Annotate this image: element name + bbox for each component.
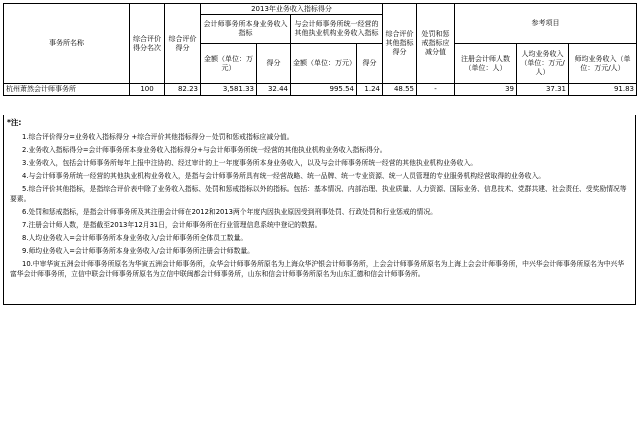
note-item: 8.人均业务收入=会计师事务所本身业务收入/会计师事务所全体员工数量。 [22,234,248,242]
cell-firm-amount: 3,581.33 [201,84,257,96]
cell-cpa-count: 39 [455,84,517,96]
header-per-capita: 人均业务收入（单位：万元/人） [517,44,569,84]
cell-firm-points: 32.44 [257,84,291,96]
header-cpa-count: 注册会计师人数（单位：人） [455,44,517,84]
cell-per-capita: 37.31 [517,84,569,96]
header-rank: 综合评价得分名次 [130,4,165,84]
header-penalty: 处罚和惩戒指标应减分值 [417,4,455,84]
header-other-score: 综合评价其他指标得分 [383,4,417,84]
note-item: 9.师均业务收入=会计师事务所本身业务收入/会计师事务所注册会计师数量。 [22,247,254,255]
header-per-cpa: 师均业务收入（单位：万元/人） [569,44,637,84]
header-firm-income: 会计师事务所本身业务收入指标 [201,15,291,44]
note-item: 2.业务收入指标得分=会计师事务所本身业务收入指标得分+与会计师事务所统一经营的其他执业机构业务收入指标得分。 [22,146,387,154]
notes-title: *注: [7,118,22,127]
cell-per-cpa: 91.83 [569,84,637,96]
cell-score: 82.23 [165,84,201,96]
header-firm-name: 事务所名称 [4,4,130,84]
note-item: 4.与会计师事务所统一经营的其他执业机构业务收入，是指与会计师事务所具有统一经营战略、统一品牌、统一专业资源、统一人员管理的专业服务机构经营取得的业务收入。 [22,172,546,180]
note-item: 1.综合评价得分=业务收入指标得分 +综合评价其他指标得分－处罚和惩戒指标应减分值。 [22,133,294,141]
ranking-table [3,3,637,96]
cell-firm-name: 杭州萧然会计师事务所 [4,84,130,96]
note-item: 7.注册会计师人数，是指截至2013年12月31日，会计师事务所在行业管理信息系统中登记的数据。 [22,221,322,229]
cell-other-points: 1.24 [357,84,383,96]
header-reference-group: 参考项目 [455,4,637,44]
table-row [4,84,637,96]
header-firm-points: 得分 [257,44,291,84]
header-other-amount: 金额（单位：万元） [291,44,357,84]
header-income-group: 2013年业务收入指标得分 [201,4,383,15]
header-score: 综合评价得分 [165,4,201,84]
cell-other-score: 48.55 [383,84,417,96]
cell-other-amount: 995.54 [291,84,357,96]
note-item: 10.中审华寅五洲会计师事务所原名为华寅五洲会计师事务所，众华会计师事务所原名为上海众华沪银会计师事务所，上会会计师事务所原名为上海上会会计师事务所，中兴华会计师事务所原名为中兴华富华会计师事务所，立信中联会计师事务所原名为立信中联闽都会计师事务所，山东和信会计师事务所原名为山东汇德和信会计师事务所。 [10,260,625,278]
header-firm-amount: 金额（单位：万元） [201,44,257,84]
header-other-points: 得分 [357,44,383,84]
cell-penalty: - [417,84,455,96]
cell-rank: 100 [130,84,165,96]
header-other-income: 与会计师事务所统一经营的其他执业机构业务收入指标 [291,15,383,44]
note-item: 5.综合评价其他指标，是指综合评价表中除了业务收入指标、处罚和惩戒指标以外的指标。包括：基本情况、内部治理、执业质量、人力资源、国际业务、信息技术、党群共建、社会责任、受奖励情况等要素。 [10,185,627,203]
note-item: 6.处罚和惩戒指标，是指会计师事务所及其注册会计师在2012和2013两个年度内因执业原因受到刑事处罚、行政处罚和行业惩戒的情况。 [22,208,437,216]
notes-section [3,115,636,305]
report-sheet [3,3,636,96]
note-item: 3.业务收入，包括会计师事务所每年上报中注协的、经过审计的上一年度事务所本身业务收入，以及与会计师事务所统一经营的其他执业机构业务收入。 [22,159,478,167]
